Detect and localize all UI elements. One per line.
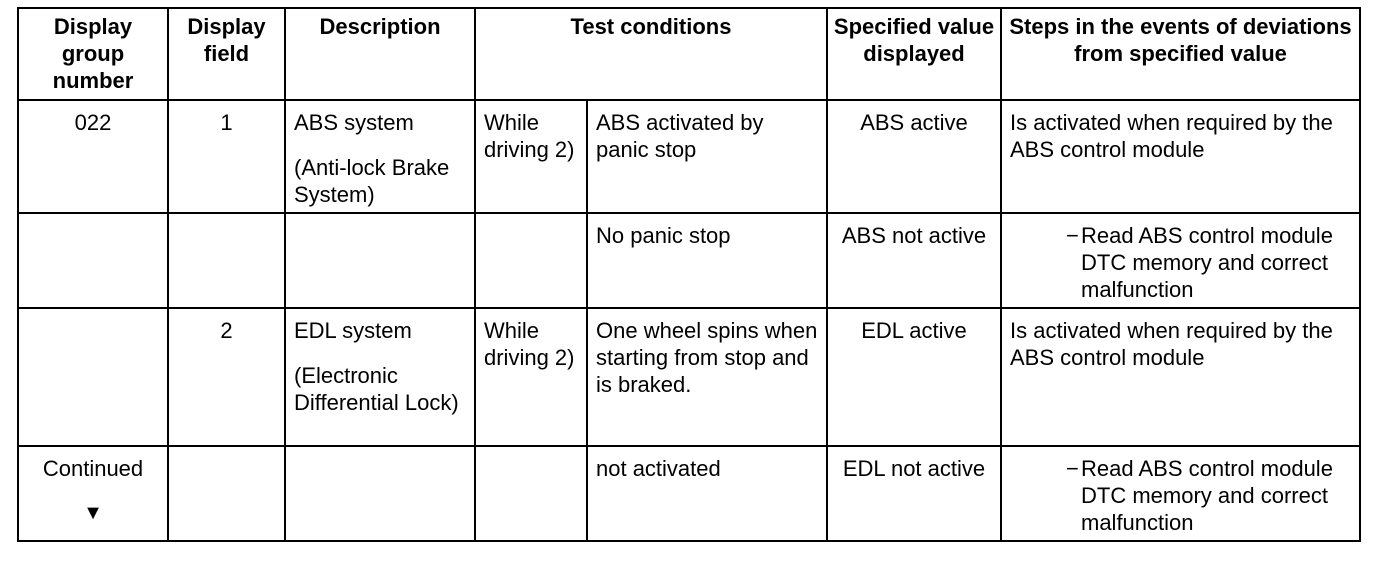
steps-bullet-item <box>1010 222 1351 303</box>
cell-condition: While driving 2) <box>475 100 587 213</box>
cell-group <box>18 446 168 541</box>
arrow-down-icon: ▼ <box>83 502 103 524</box>
dash-marker: − <box>1066 456 1079 481</box>
cell-field <box>168 213 285 308</box>
cell-specified-value: EDL not active <box>827 446 1001 541</box>
cell-field <box>168 446 285 541</box>
cell-description <box>285 446 475 541</box>
cell-specified-value: ABS not active <box>827 213 1001 308</box>
cell-group: 022 <box>18 100 168 213</box>
cell-group <box>18 213 168 308</box>
header-display-field: Display field <box>168 8 285 100</box>
cell-specified-value: ABS active <box>827 100 1001 213</box>
cell-field: 1 <box>168 100 285 213</box>
header-row <box>18 8 1360 100</box>
steps-bullet-item <box>1010 455 1351 536</box>
table-row <box>18 100 1360 213</box>
header-steps: Steps in the events of deviations from specified value <box>1001 8 1360 100</box>
cell-condition: While driving 2) <box>475 308 587 446</box>
cell-condition-detail: not activated <box>587 446 827 541</box>
cell-steps: Is activated when required by the ABS control module <box>1001 100 1360 213</box>
cell-steps <box>1001 213 1360 308</box>
header-description: Description <box>285 8 475 100</box>
cell-condition-detail: ABS activated by panic stop <box>587 100 827 213</box>
cell-condition-detail: One wheel spins when starting from stop and is braked. <box>587 308 827 446</box>
cell-condition-detail: No panic stop <box>587 213 827 308</box>
steps-text: Read ABS control module DTC memory and correct malfunction <box>1081 456 1333 535</box>
cell-description <box>285 100 475 213</box>
cell-steps <box>1001 446 1360 541</box>
header-specified-value: Specified value displayed <box>827 8 1001 100</box>
description-sub: (Anti-lock Brake System) <box>294 155 450 207</box>
cell-steps: Is activated when required by the ABS control module <box>1001 308 1360 446</box>
description-main: EDL system <box>294 318 412 343</box>
table-row <box>18 213 1360 308</box>
table-row <box>18 446 1360 541</box>
steps-text: Read ABS control module DTC memory and correct malfunction <box>1081 223 1333 302</box>
header-display-group: Display group number <box>18 8 168 100</box>
cell-group <box>18 308 168 446</box>
continued-label: Continued <box>42 456 144 481</box>
table-row <box>18 308 1360 446</box>
cell-description <box>285 213 475 308</box>
diagnostic-table <box>17 7 1361 542</box>
cell-description <box>285 308 475 446</box>
header-test-conditions: Test conditions <box>475 8 827 100</box>
cell-field: 2 <box>168 308 285 446</box>
dash-marker: − <box>1066 223 1079 248</box>
cell-condition <box>475 213 587 308</box>
cell-specified-value: EDL active <box>827 308 1001 446</box>
description-sub: (Electronic Differential Lock) <box>294 363 459 415</box>
description-main: ABS system <box>294 110 414 135</box>
cell-condition <box>475 446 587 541</box>
